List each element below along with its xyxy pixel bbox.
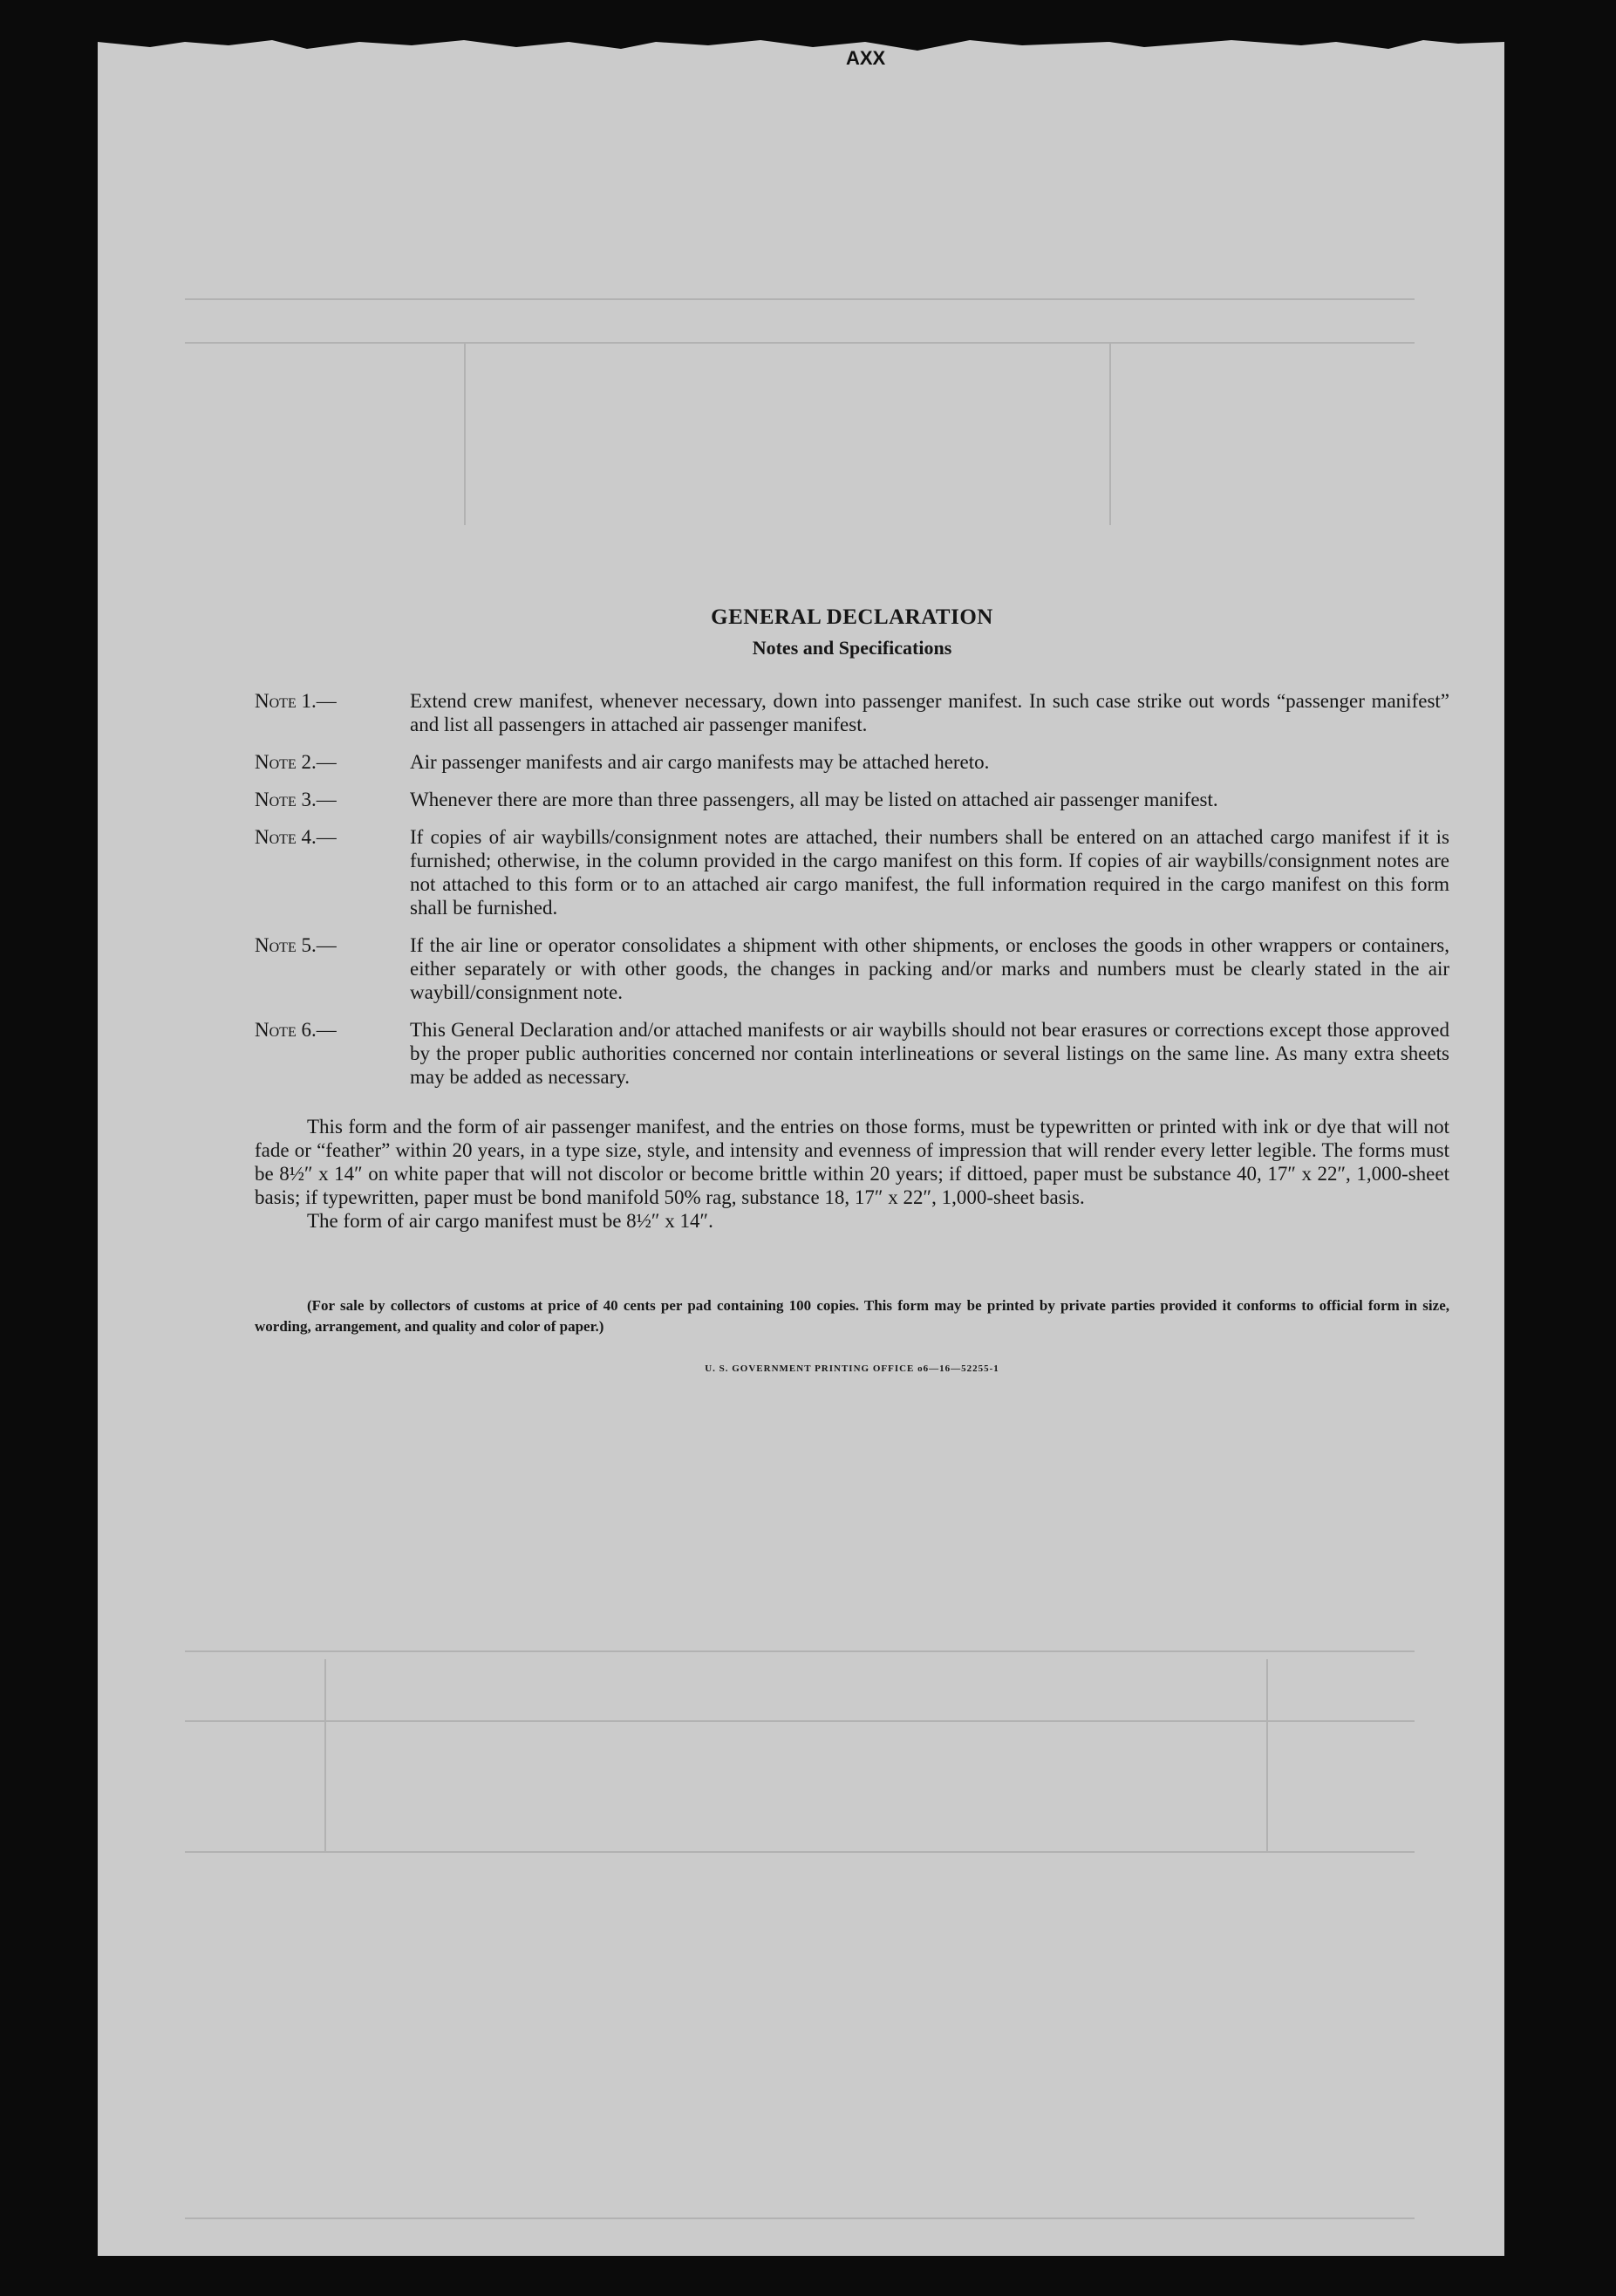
note-4 xyxy=(255,825,1449,919)
note-text: This General Declaration and/or attached manifests or air waybills should not bear erasures or corrections except those approved by the proper public authorities concerned nor contain interlineations or several listings on the same line. As many extra sheets may be added as necessary. xyxy=(410,1019,1449,1088)
bleed-line xyxy=(185,2217,1415,2219)
printing-office-imprint: U. S. GOVERNMENT PRINTING OFFICE o6—16—52255-1 xyxy=(705,1363,999,1374)
note-5 xyxy=(255,933,1449,1004)
bleed-line xyxy=(185,1720,1415,1722)
note-label: Note 4.— xyxy=(255,826,337,848)
form-specification-paragraph: This form and the form of air passenger manifest, and the entries on those forms, must be typewritten or printed with ink or dye that will not fade or “feather” within 20 years, in a type size, style, and intensity and evenness of impression that will render every letter legible. The forms must be 8½″ x 14″ on white paper that will not discolor or become brittle within 20 years; if dittoed, paper must be substance 40, 17″ x 22″, 1,000-sheet basis; if typewritten, paper must be bond manifold 50% rag, substance 18, 17″ x 22″, 1,000-sheet basis. xyxy=(255,1116,1449,1208)
bleed-line xyxy=(185,342,1415,344)
bleed-line xyxy=(185,1851,1415,1853)
bleed-line xyxy=(1109,342,1111,525)
page-subtitle: Notes and Specifications xyxy=(752,637,952,659)
sale-notice: (For sale by collectors of customs at price of 40 cents per pad containing 100 copies. This form may be printed by private parties provided it conforms to official form in size, wording, arrangement, and quality and color of paper.) xyxy=(255,1297,1449,1335)
note-label: Note 2.— xyxy=(255,751,337,773)
note-3 xyxy=(255,788,1449,811)
torn-edge xyxy=(98,37,1504,72)
document-sheet xyxy=(98,37,1504,2256)
bleed-line xyxy=(464,342,466,525)
note-1 xyxy=(255,689,1449,736)
note-label: Note 5.— xyxy=(255,934,337,956)
note-text: Air passenger manifests and air cargo manifests may be attached hereto. xyxy=(410,751,990,773)
bleed-line xyxy=(185,1650,1415,1652)
bleed-line xyxy=(185,298,1415,300)
cargo-manifest-size-paragraph: The form of air cargo manifest must be 8½″ x 14″. xyxy=(307,1210,713,1232)
note-text: Extend crew manifest, whenever necessary, down into passenger manifest. In such case strike out words “passenger manifest” and list all passengers in attached air passenger manifest. xyxy=(410,690,1449,735)
note-text: If the air line or operator consolidates a shipment with other shipments, or encloses the goods in other wrappers or containers, either separately or with other goods, the changes in packing and/or marks and numbers must be clearly stated in the air waybill/consignment note. xyxy=(410,934,1449,1003)
note-text: If copies of air waybills/consignment notes are attached, their numbers shall be entered on an attached cargo manifest if it is furnished; otherwise, in the column provided in the cargo manifest on this form. If copies of air waybills/consignment notes are not attached to this form or to an attached air cargo manifest, the full information required in the cargo manifest on this form shall be furnished. xyxy=(410,826,1449,919)
note-label: Note 1.— xyxy=(255,690,337,712)
bleed-line xyxy=(1266,1659,1268,1851)
stamp-mark: AXX xyxy=(846,47,886,69)
note-6 xyxy=(255,1018,1449,1089)
note-label: Note 6.— xyxy=(255,1019,337,1041)
page-title: GENERAL DECLARATION xyxy=(711,605,993,629)
declaration-content xyxy=(255,604,1449,1374)
note-2 xyxy=(255,750,1449,774)
note-text: Whenever there are more than three passengers, all may be listed on attached air passenger manifest. xyxy=(410,789,1218,810)
note-label: Note 3.— xyxy=(255,789,337,810)
bleed-line xyxy=(324,1659,326,1851)
